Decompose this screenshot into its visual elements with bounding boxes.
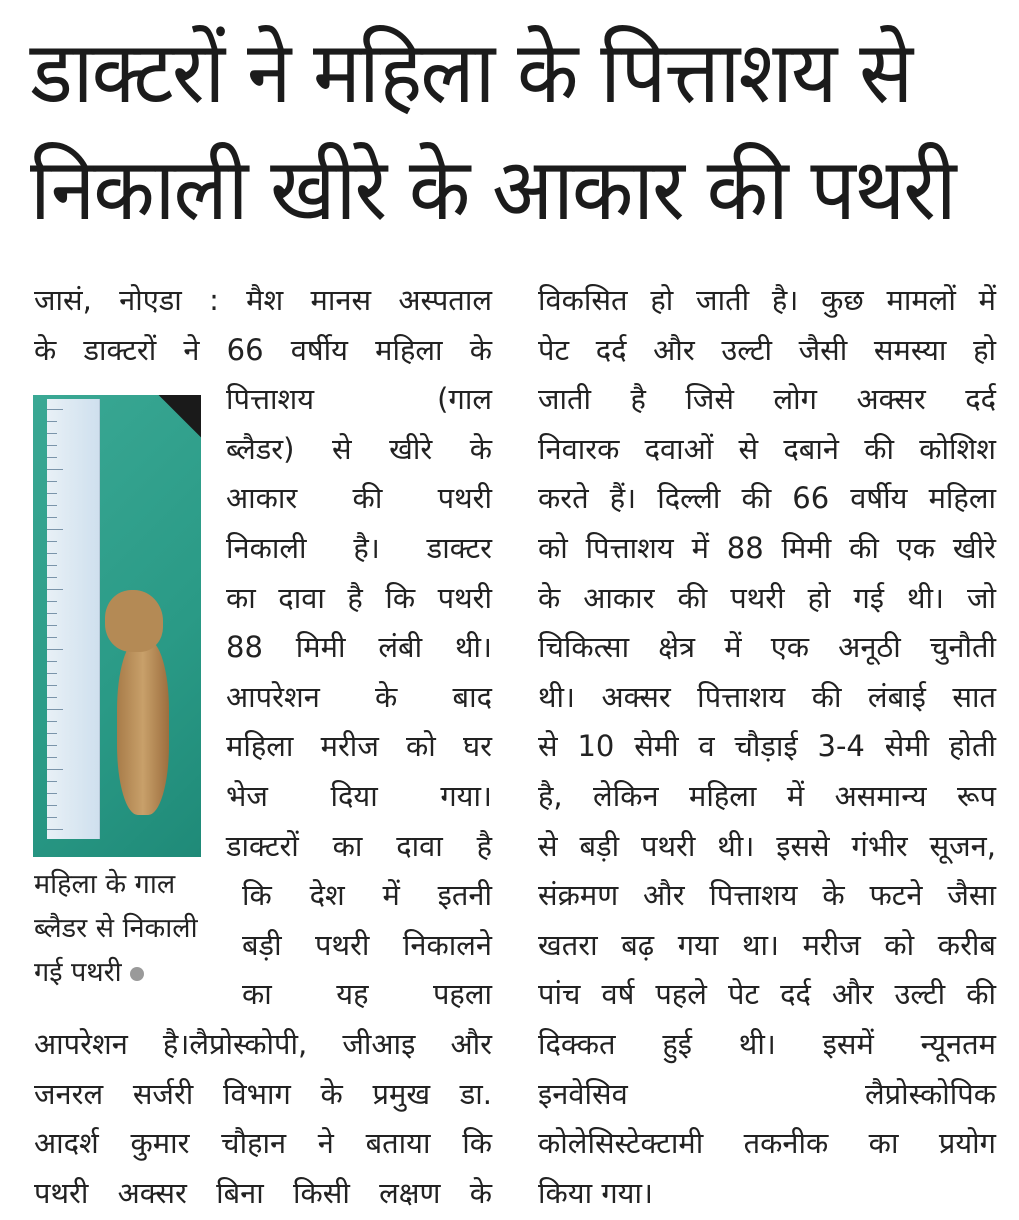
article-line: संक्रमण और पित्ताशय के फटने जैसा xyxy=(538,878,996,913)
article-line: करते हैं। दिल्ली की 66 वर्षीय महिला xyxy=(538,481,996,516)
headline-line: निकाली खीरे के आकार की पथरी xyxy=(30,140,955,240)
article-line: कि देश में इतनी xyxy=(242,878,492,913)
article-line: खतरा बढ़ गया था। मरीज को करीब xyxy=(538,927,996,962)
headline-line: डाक्टरों ने महिला के पित्ताशय से xyxy=(30,23,912,123)
article-line: निकाली है। डाक्टर xyxy=(226,531,492,565)
article-line: पित्ताशय (गाल xyxy=(226,382,492,417)
article-line: से 10 सेमी व चौड़ाई 3-4 सेमी होती xyxy=(538,729,996,764)
article-line: आकार की पथरी xyxy=(226,481,492,516)
article-line: पथरी अक्सर बिना किसी लक्षण के xyxy=(34,1175,492,1210)
article-line: बड़ी पथरी निकालने xyxy=(242,927,492,962)
article-line: चिकित्सा क्षेत्र में एक अनूठी चुनौती xyxy=(538,630,996,665)
article-line: 88 मिमी लंबी थी। xyxy=(226,630,492,665)
article-line: से बड़ी पथरी थी। इससे गंभीर सूजन, xyxy=(538,828,996,863)
gallstone-image xyxy=(103,590,173,820)
article-line: आपरेशन है।लैप्रोस्कोपी, जीआइ और xyxy=(34,1027,492,1061)
article-line: पेट दर्द और उल्टी जैसी समस्या हो xyxy=(538,332,996,367)
article-line: है, लेकिन महिला में असमान्य रूप xyxy=(538,779,996,813)
article-line: का दावा है कि पथरी xyxy=(226,580,492,615)
article-line: आपरेशन के बाद xyxy=(226,679,492,714)
article-line: आदर्श कुमार चौहान ने बताया कि xyxy=(34,1126,492,1161)
caption-line: महिला के गाल xyxy=(34,869,176,900)
caption-line xyxy=(34,951,144,995)
article-line: कोलेसिस्टेक्टामी तकनीक का प्रयोग xyxy=(538,1126,996,1161)
article-line: थी। अक्सर पित्ताशय की लंबाई सात xyxy=(538,679,996,714)
article-line: विकसित हो जाती है। कुछ मामलों में xyxy=(538,283,996,317)
article-line: महिला मरीज को घर xyxy=(226,729,492,764)
article-line: डाक्टरों का दावा है xyxy=(226,828,492,863)
article-line: जासं, नोएडा : मैश मानस अस्पताल xyxy=(34,283,492,317)
article-line: ब्लैडर) से खीरे के xyxy=(226,431,492,466)
article-line: इनवेसिव लैप्रोस्कोपिक xyxy=(538,1076,996,1111)
article-line: जनरल सर्जरी विभाग के प्रमुख डा. xyxy=(34,1076,492,1111)
article-line: को पित्ताशय में 88 मिमी की एक खीरे xyxy=(538,531,996,565)
bullet-dot-icon xyxy=(130,967,144,981)
ruler-image xyxy=(47,399,100,839)
article-line: निवारक दवाओं से दबाने की कोशिश xyxy=(538,431,996,466)
caption-line: ब्लैडर से निकाली xyxy=(34,913,198,944)
caption-text: गई पथरी xyxy=(34,957,122,988)
article-line: जाती है जिसे लोग अक्सर दर्द xyxy=(538,382,996,417)
gallstone-photo xyxy=(33,395,201,857)
article-line: का यह पहला xyxy=(242,977,492,1012)
article-line: के आकार की पथरी हो गई थी। जो xyxy=(538,580,996,615)
article-line: भेज दिया गया। xyxy=(226,779,492,813)
article-line: के डाक्टरों ने 66 वर्षीय महिला के xyxy=(34,332,492,367)
article-line: किया गया। xyxy=(538,1175,653,1210)
article-line: दिक्कत हुई थी। इसमें न्यूनतम xyxy=(538,1027,996,1061)
article-line: पांच वर्ष पहले पेट दर्द और उल्टी की xyxy=(538,977,996,1012)
